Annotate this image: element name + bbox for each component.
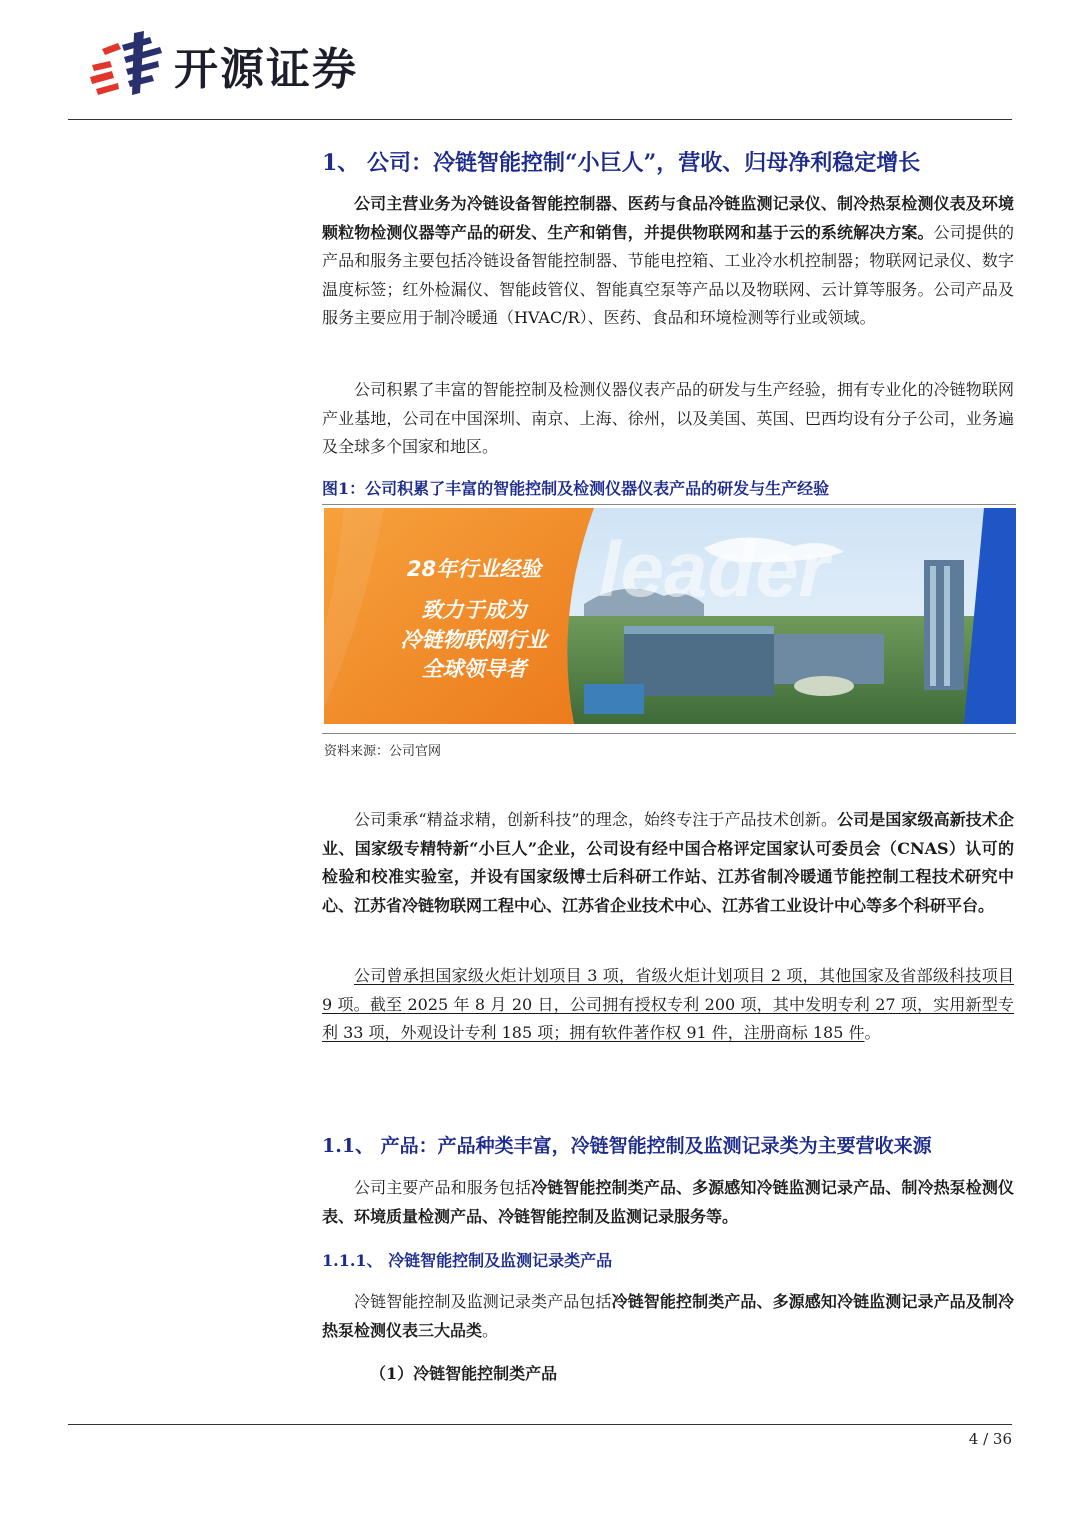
paragraph-innovation-bold: 公司是国家级高新技术企业、国家级专精特新“小巨人”企业，公司设有经中国合格评定国家认可委员会（CNAS）认可的检验和校准实验室，并设有国家级博士后科研工作站、江苏省制冷暖通节能控制工程技术研究中心、江苏省冷链物联网工程中心、江苏省企业技术中心、江苏省工业设计中心等多个科研平台。 [322,810,1014,915]
brand-logo-icon [88,31,168,99]
paragraph-main-business-rest: 公司提供的产品和服务主要包括冷链设备智能控制器、节能电控箱、工业冷水机控制器；物联网记录仪、数字温度标签；红外检漏仪、智能歧管仪、智能真空泵等产品以及物联网、云计算等服务。公司产品及服务主要应用于制冷暖通（HVAC/R）、医药、食品和环境检测等行业或领域。 [322,222,1014,327]
paragraph-products [322,1174,1014,1231]
paragraph-main-business-bold: 公司主营业务为冷链设备智能控制器、医药与食品冷链监测记录仪、制冷热泵检测仪表及环境颗粒物检测仪器等产品的研发、生产和销售，并提供物联网和基于云的系统解决方案。 [322,194,1014,242]
footer-divider [68,1424,1012,1425]
paragraph-categories-bold: 冷链智能控制类产品、多源感知冷链监测记录产品及制冷热泵检测仪表三大品类 [322,1292,1014,1340]
header [88,30,358,100]
paragraph-patents [322,962,1014,1048]
figure-slogan-line2: 致力于成为 [421,598,527,622]
figure-caption: 图1：公司积累了丰富的智能控制及检测仪器仪表产品的研发与生产经验 [322,476,1016,505]
brand-name: 开源证券 [174,44,358,95]
paragraph-innovation [322,806,1014,920]
figure-slogan-line4: 全球领导者 [421,657,527,681]
figure-source: 资料来源：公司官网 [324,744,442,759]
section-heading-1-1: 1.1、 产品：产品种类丰富，冷链智能控制及监测记录类为主要营收来源 [322,1135,932,1157]
paragraph-patents-underlined: 公司曾承担国家级火炬计划项目 3 项，省级火炬计划项目 2 项，其他国家及省部级科技项目 9 项。截至 2025 年 8 月 20 日，公司拥有授权专利 200 项，其中发明专利 27 项，实用新型专利 33 项，外观设计专利 185 项；拥有软件著作权 91 件，注册商标 185 件 [322,966,1014,1042]
paragraph-main-business [322,190,1014,333]
subheading-control-products: （1）冷链智能控制类产品 [370,1364,558,1383]
section-heading-1: 1、 公司：冷链智能控制“小巨人”，营收、归母净利稳定增长 [322,150,921,176]
section-heading-1-1-1: 1.1.1、 冷链智能控制及监测记录类产品 [322,1251,613,1270]
page-number: 4 / 36 [968,1430,1012,1448]
figure-watermark: leader [599,525,829,613]
paragraph-categories-plain: 冷链智能控制及监测记录类产品包括 [354,1292,612,1311]
header-divider [68,119,1012,120]
paragraph-categories [322,1288,1014,1345]
paragraph-categories-end: 。 [482,1320,499,1340]
paragraph-products-plain: 公司主要产品和服务包括 [354,1178,532,1197]
figure-divider [322,733,1016,734]
paragraph-patents-end: 。 [864,1023,881,1042]
figure-slogan-years: 28年行业经验 [406,557,542,581]
paragraph-innovation-plain: 公司秉承“精益求精，创新科技”的理念，始终专注于产品技术创新。 [354,810,838,829]
company-figure-image [324,508,1016,724]
figure-slogan-line3: 冷链物联网行业 [400,628,548,652]
paragraph-products-bold: 冷链智能控制类产品、多源感知冷链监测记录产品、制冷热泵检测仪表、环境质量检测产品、冷链智能控制及监测记录服务等。 [322,1178,1014,1226]
paragraph-experience: 公司积累了丰富的智能控制及检测仪器仪表产品的研发与生产经验，拥有专业化的冷链物联网产业基地，公司在中国深圳、南京、上海、徐州，以及美国、英国、巴西均设有分子公司，业务遍及全球多个国家和地区。 [322,380,1014,456]
